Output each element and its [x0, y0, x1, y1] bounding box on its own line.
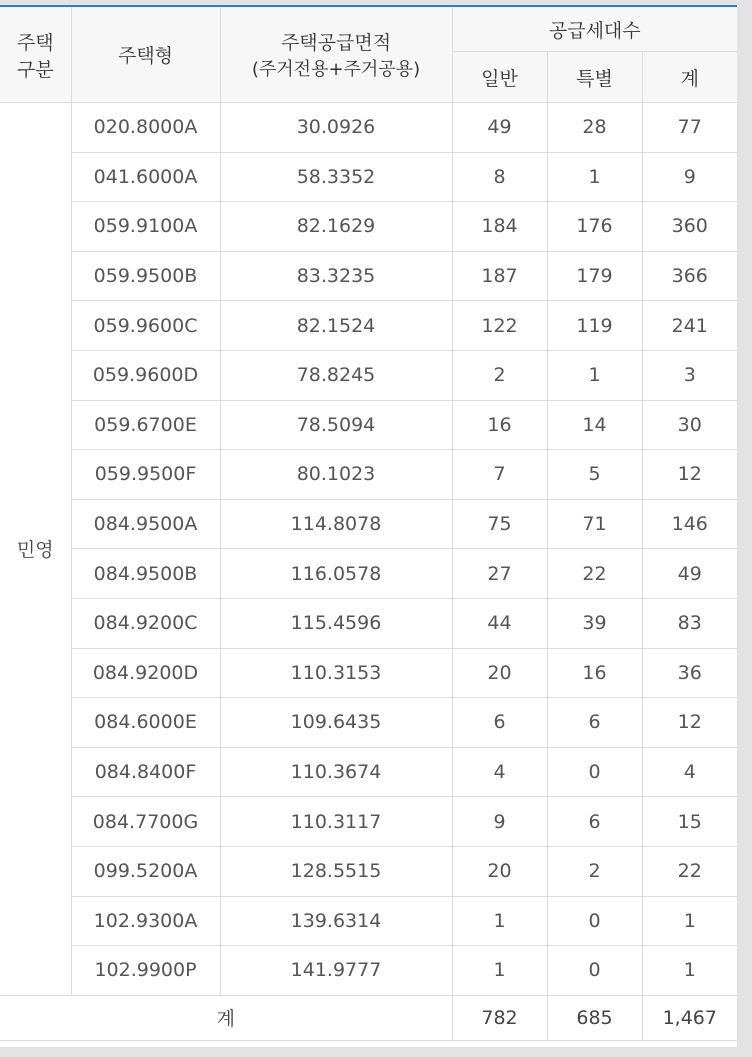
total-count-cell: 360	[642, 202, 737, 252]
general-count-cell: 20	[452, 846, 547, 896]
special-count-cell: 71	[547, 499, 642, 549]
total-count-cell: 22	[642, 846, 737, 896]
total-label: 계	[0, 995, 452, 1040]
table-row	[0, 598, 737, 648]
header-special: 특별	[547, 52, 642, 103]
header-kind-line1: 주택	[16, 31, 54, 54]
header-supply-area	[220, 7, 452, 103]
total-count-cell: 12	[642, 698, 737, 748]
special-count-cell: 2	[547, 846, 642, 896]
housing-type-cell: 041.6000A	[71, 152, 220, 202]
supply-area-cell: 110.3153	[220, 648, 452, 698]
general-count-cell: 9	[452, 797, 547, 847]
supply-area-cell: 110.3117	[220, 797, 452, 847]
special-count-cell: 22	[547, 549, 642, 599]
supply-area-cell: 78.8245	[220, 350, 452, 400]
general-count-cell: 1	[452, 896, 547, 946]
special-count-cell: 14	[547, 400, 642, 450]
table-row	[0, 797, 737, 847]
total-count-cell: 9	[642, 152, 737, 202]
supply-table-container	[0, 5, 737, 1047]
table-row	[0, 499, 737, 549]
supply-area-cell: 109.6435	[220, 698, 452, 748]
header-area-line2: (주거전용+주거공용)	[251, 59, 421, 80]
special-count-cell: 6	[547, 698, 642, 748]
special-count-cell: 176	[547, 202, 642, 252]
table-row	[0, 251, 737, 301]
header-general: 일반	[452, 52, 547, 103]
supply-area-cell: 115.4596	[220, 598, 452, 648]
supply-area-cell: 78.5094	[220, 400, 452, 450]
special-count-cell: 179	[547, 251, 642, 301]
general-count-cell: 184	[452, 202, 547, 252]
table-row	[0, 301, 737, 351]
general-count-cell: 187	[452, 251, 547, 301]
special-count-cell: 6	[547, 797, 642, 847]
total-count-cell: 30	[642, 400, 737, 450]
total-count-cell: 77	[642, 103, 737, 153]
housing-type-cell: 084.9200C	[71, 598, 220, 648]
total-general-cell: 782	[452, 995, 547, 1040]
total-count-cell: 146	[642, 499, 737, 549]
table-row	[0, 202, 737, 252]
housing-type-cell: 084.6000E	[71, 698, 220, 748]
special-count-cell: 1	[547, 152, 642, 202]
housing-type-cell: 020.8000A	[71, 103, 220, 153]
total-special-cell: 685	[547, 995, 642, 1040]
table-row	[0, 400, 737, 450]
housing-type-cell: 084.9500A	[71, 499, 220, 549]
supply-area-cell: 82.1524	[220, 301, 452, 351]
supply-area-cell: 80.1023	[220, 450, 452, 500]
general-count-cell: 1	[452, 946, 547, 996]
total-count-cell: 4	[642, 747, 737, 797]
special-count-cell: 39	[547, 598, 642, 648]
table-row	[0, 152, 737, 202]
grand-total-cell: 1,467	[642, 995, 737, 1040]
general-count-cell: 6	[452, 698, 547, 748]
supply-area-cell: 83.3235	[220, 251, 452, 301]
special-count-cell: 1	[547, 350, 642, 400]
housing-supply-table	[0, 7, 737, 1041]
special-count-cell: 16	[547, 648, 642, 698]
general-count-cell: 20	[452, 648, 547, 698]
housing-type-cell: 059.9600C	[71, 301, 220, 351]
general-count-cell: 4	[452, 747, 547, 797]
general-count-cell: 44	[452, 598, 547, 648]
housing-type-cell: 059.6700E	[71, 400, 220, 450]
header-row-1	[0, 7, 737, 52]
table-header	[0, 7, 737, 103]
header-housing-type: 주택형	[71, 7, 220, 103]
table-row	[0, 549, 737, 599]
supply-area-cell: 110.3674	[220, 747, 452, 797]
table-row	[0, 846, 737, 896]
housing-type-cell: 084.9500B	[71, 549, 220, 599]
special-count-cell: 28	[547, 103, 642, 153]
total-row	[0, 995, 737, 1040]
supply-area-cell: 58.3352	[220, 152, 452, 202]
special-count-cell: 5	[547, 450, 642, 500]
header-housing-kind	[0, 7, 71, 103]
general-count-cell: 7	[452, 450, 547, 500]
total-count-cell: 366	[642, 251, 737, 301]
housing-type-cell: 084.8400F	[71, 747, 220, 797]
table-row	[0, 896, 737, 946]
total-count-cell: 36	[642, 648, 737, 698]
total-count-cell: 1	[642, 896, 737, 946]
table-row	[0, 350, 737, 400]
general-count-cell: 49	[452, 103, 547, 153]
total-count-cell: 83	[642, 598, 737, 648]
supply-area-cell: 141.9777	[220, 946, 452, 996]
table-row	[0, 747, 737, 797]
supply-area-cell: 139.6314	[220, 896, 452, 946]
supply-area-cell: 128.5515	[220, 846, 452, 896]
header-area-line1: 주택공급면적	[280, 32, 392, 54]
total-count-cell: 49	[642, 549, 737, 599]
special-count-cell: 0	[547, 896, 642, 946]
housing-type-cell: 059.9100A	[71, 202, 220, 252]
supply-area-cell: 114.8078	[220, 499, 452, 549]
special-count-cell: 0	[547, 946, 642, 996]
special-count-cell: 119	[547, 301, 642, 351]
header-kind-line2: 구분	[16, 58, 54, 81]
table-row	[0, 103, 737, 153]
total-count-cell: 12	[642, 450, 737, 500]
total-count-cell: 15	[642, 797, 737, 847]
general-count-cell: 27	[452, 549, 547, 599]
special-count-cell: 0	[547, 747, 642, 797]
housing-type-cell: 102.9900P	[71, 946, 220, 996]
housing-type-cell: 059.9500F	[71, 450, 220, 500]
general-count-cell: 16	[452, 400, 547, 450]
table-row	[0, 946, 737, 996]
supply-area-cell: 30.0926	[220, 103, 452, 153]
housing-type-cell: 102.9300A	[71, 896, 220, 946]
header-supply-units: 공급세대수	[452, 7, 737, 52]
table-body	[0, 103, 737, 1041]
housing-kind-cell: 민영	[0, 103, 71, 996]
total-count-cell: 241	[642, 301, 737, 351]
housing-type-cell: 059.9500B	[71, 251, 220, 301]
housing-type-cell: 099.5200A	[71, 846, 220, 896]
general-count-cell: 122	[452, 301, 547, 351]
general-count-cell: 8	[452, 152, 547, 202]
supply-area-cell: 82.1629	[220, 202, 452, 252]
housing-type-cell: 084.9200D	[71, 648, 220, 698]
total-count-cell: 3	[642, 350, 737, 400]
total-count-cell: 1	[642, 946, 737, 996]
table-row	[0, 450, 737, 500]
general-count-cell: 75	[452, 499, 547, 549]
general-count-cell: 2	[452, 350, 547, 400]
table-row	[0, 648, 737, 698]
supply-area-cell: 116.0578	[220, 549, 452, 599]
housing-type-cell: 059.9600D	[71, 350, 220, 400]
housing-type-cell: 084.7700G	[71, 797, 220, 847]
table-row	[0, 698, 737, 748]
header-total: 계	[642, 52, 737, 103]
